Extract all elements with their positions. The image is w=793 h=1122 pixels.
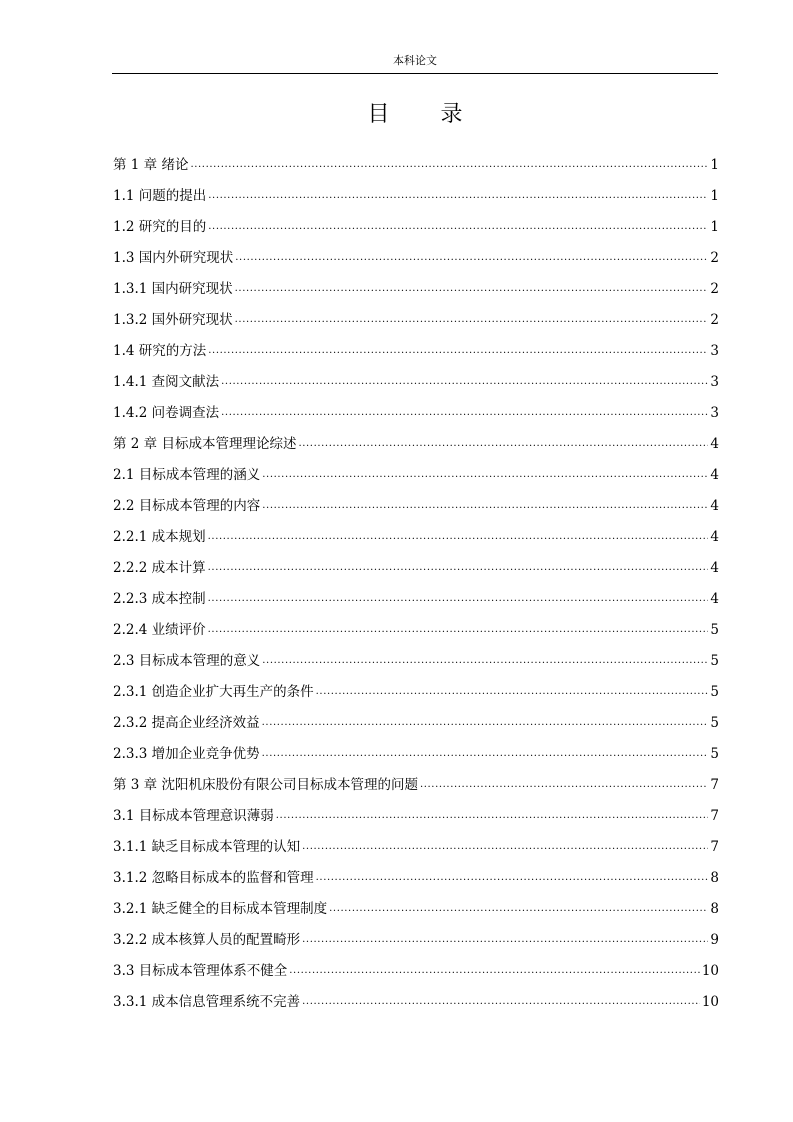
toc-entry-label: 1.2 研究的目的 [113, 219, 207, 235]
toc-dot-leader [316, 685, 709, 699]
toc-entry[interactable] [113, 918, 719, 949]
toc-entry-label: 1.4.1 查阅文献法 [113, 374, 220, 390]
toc-dot-leader [329, 902, 708, 916]
toc-entry-page-number: 7 [710, 777, 719, 793]
toc-entry-label: 3.2.2 成本核算人员的配置畸形 [113, 932, 301, 948]
toc-entry-label: 2.2.2 成本计算 [113, 560, 206, 576]
toc-entry-page-number: 10 [701, 994, 719, 1010]
toc-dot-leader [302, 840, 708, 854]
toc-entry-page-number: 1 [710, 157, 719, 173]
toc-entry-label: 2.3.2 提高企业经济效益 [113, 715, 260, 731]
toc-entry-label: 2.2.1 成本规划 [113, 529, 206, 545]
toc-entry[interactable] [113, 422, 719, 453]
toc-entry-page-number: 4 [710, 560, 719, 576]
toc-entry-page-number: 1 [710, 188, 719, 204]
toc-entry-label: 1.4 研究的方法 [113, 343, 207, 359]
toc-entry-page-number: 4 [710, 436, 719, 452]
toc-entry[interactable] [113, 267, 719, 298]
toc-entry-label: 3.3 目标成本管理体系不健全 [113, 963, 288, 979]
toc-entry-page-number: 8 [710, 901, 719, 917]
toc-dot-leader [420, 778, 708, 792]
toc-entry-label: 2.3.3 增加企业竞争优势 [113, 746, 260, 762]
toc-entry-label: 2.2 目标成本管理的内容 [113, 498, 261, 514]
toc-dot-leader [208, 592, 709, 606]
toc-dot-leader [262, 468, 708, 482]
toc-entry-page-number: 5 [710, 684, 719, 700]
toc-entry-page-number: 7 [710, 808, 719, 824]
toc-entry[interactable] [113, 887, 719, 918]
toc-entry-label: 2.2.3 成本控制 [113, 591, 206, 607]
page-header: 本科论文 [393, 54, 437, 67]
toc-dot-leader [190, 158, 708, 172]
toc-entry-page-number: 4 [710, 529, 719, 545]
toc-entry-page-number: 4 [710, 498, 719, 514]
toc-entry-label: 1.3 国内外研究现状 [113, 250, 234, 266]
toc-entry[interactable] [113, 360, 719, 391]
toc-dot-leader [235, 282, 709, 296]
toc-dot-leader [221, 406, 708, 420]
toc-entry-label: 第 2 章 目标成本管理理论综述 [113, 436, 297, 452]
table-of-contents [113, 143, 719, 1011]
toc-entry[interactable] [113, 732, 719, 763]
toc-entry-page-number: 5 [710, 715, 719, 731]
toc-entry-page-number: 4 [710, 591, 719, 607]
toc-entry-label: 2.1 目标成本管理的涵义 [113, 467, 261, 483]
toc-entry[interactable] [113, 577, 719, 608]
toc-entry[interactable] [113, 701, 719, 732]
toc-entry-page-number: 2 [710, 281, 719, 297]
toc-entry[interactable] [113, 639, 719, 670]
toc-entry[interactable] [113, 515, 719, 546]
toc-entry-label: 1.4.2 问卷调查法 [113, 405, 220, 421]
toc-entry-page-number: 2 [710, 250, 719, 266]
toc-entry[interactable] [113, 794, 719, 825]
toc-entry-label: 第 3 章 沈阳机床股份有限公司目标成本管理的问题 [113, 777, 418, 793]
toc-entry[interactable] [113, 763, 719, 794]
toc-dot-leader [235, 313, 709, 327]
toc-entry-page-number: 2 [710, 312, 719, 328]
toc-entry[interactable] [113, 236, 719, 267]
toc-entry-page-number: 9 [710, 932, 719, 948]
toc-entry-page-number: 1 [710, 219, 719, 235]
toc-entry[interactable] [113, 608, 719, 639]
toc-dot-leader [262, 499, 708, 513]
toc-dot-leader [316, 871, 709, 885]
toc-entry-page-number: 5 [710, 622, 719, 638]
toc-entry[interactable] [113, 670, 719, 701]
toc-entry-label: 3.1 目标成本管理意识薄弱 [113, 808, 274, 824]
toc-entry-label: 2.3 目标成本管理的意义 [113, 653, 261, 669]
toc-dot-leader [302, 933, 708, 947]
toc-dot-leader [208, 530, 709, 544]
toc-entry-label: 第 1 章 绪论 [113, 157, 189, 173]
toc-entry-label: 2.2.4 业绩评价 [113, 622, 206, 638]
toc-entry-label: 1.3.2 国外研究现状 [113, 312, 233, 328]
toc-entry-page-number: 3 [710, 405, 719, 421]
toc-entry-page-number: 5 [710, 746, 719, 762]
toc-entry[interactable] [113, 298, 719, 329]
toc-entry[interactable] [113, 949, 719, 980]
toc-entry[interactable] [113, 391, 719, 422]
toc-dot-leader [208, 561, 709, 575]
toc-entry[interactable] [113, 546, 719, 577]
toc-dot-leader [289, 964, 700, 978]
toc-dot-leader [208, 623, 709, 637]
toc-entry-page-number: 5 [710, 653, 719, 669]
toc-dot-leader [208, 189, 708, 203]
toc-dot-leader [262, 716, 709, 730]
toc-entry[interactable] [113, 205, 719, 236]
toc-dot-leader [298, 437, 708, 451]
toc-title: 目 录 [367, 102, 485, 127]
toc-dot-leader [276, 809, 709, 823]
toc-entry[interactable] [113, 174, 719, 205]
toc-dot-leader [262, 654, 708, 668]
toc-entry-page-number: 3 [710, 343, 719, 359]
toc-dot-leader [302, 995, 700, 1009]
toc-entry-label: 2.3.1 创造企业扩大再生产的条件 [113, 684, 314, 700]
toc-entry-label: 3.1.1 缺乏目标成本管理的认知 [113, 839, 301, 855]
toc-entry[interactable] [113, 484, 719, 515]
toc-entry-label: 1.3.1 国内研究现状 [113, 281, 233, 297]
toc-entry-page-number: 10 [701, 963, 719, 979]
toc-dot-leader [262, 747, 709, 761]
toc-entry-label: 3.2.1 缺乏健全的目标成本管理制度 [113, 901, 328, 917]
toc-entry[interactable] [113, 329, 719, 360]
toc-dot-leader [208, 344, 708, 358]
toc-entry-label: 3.1.2 忽略目标成本的监督和管理 [113, 870, 314, 886]
toc-entry[interactable] [113, 856, 719, 887]
toc-entry-page-number: 7 [710, 839, 719, 855]
toc-entry-page-number: 3 [710, 374, 719, 390]
header-rule [112, 73, 718, 74]
toc-entry[interactable] [113, 825, 719, 856]
toc-entry[interactable] [113, 143, 719, 174]
toc-entry-label: 3.3.1 成本信息管理系统不完善 [113, 994, 301, 1010]
toc-entry-page-number: 4 [710, 467, 719, 483]
toc-dot-leader [208, 220, 708, 234]
toc-entry[interactable] [113, 453, 719, 484]
toc-entry-page-number: 8 [710, 870, 719, 886]
toc-dot-leader [221, 375, 708, 389]
toc-entry[interactable] [113, 980, 719, 1011]
toc-dot-leader [235, 251, 708, 265]
toc-entry-label: 1.1 问题的提出 [113, 188, 207, 204]
